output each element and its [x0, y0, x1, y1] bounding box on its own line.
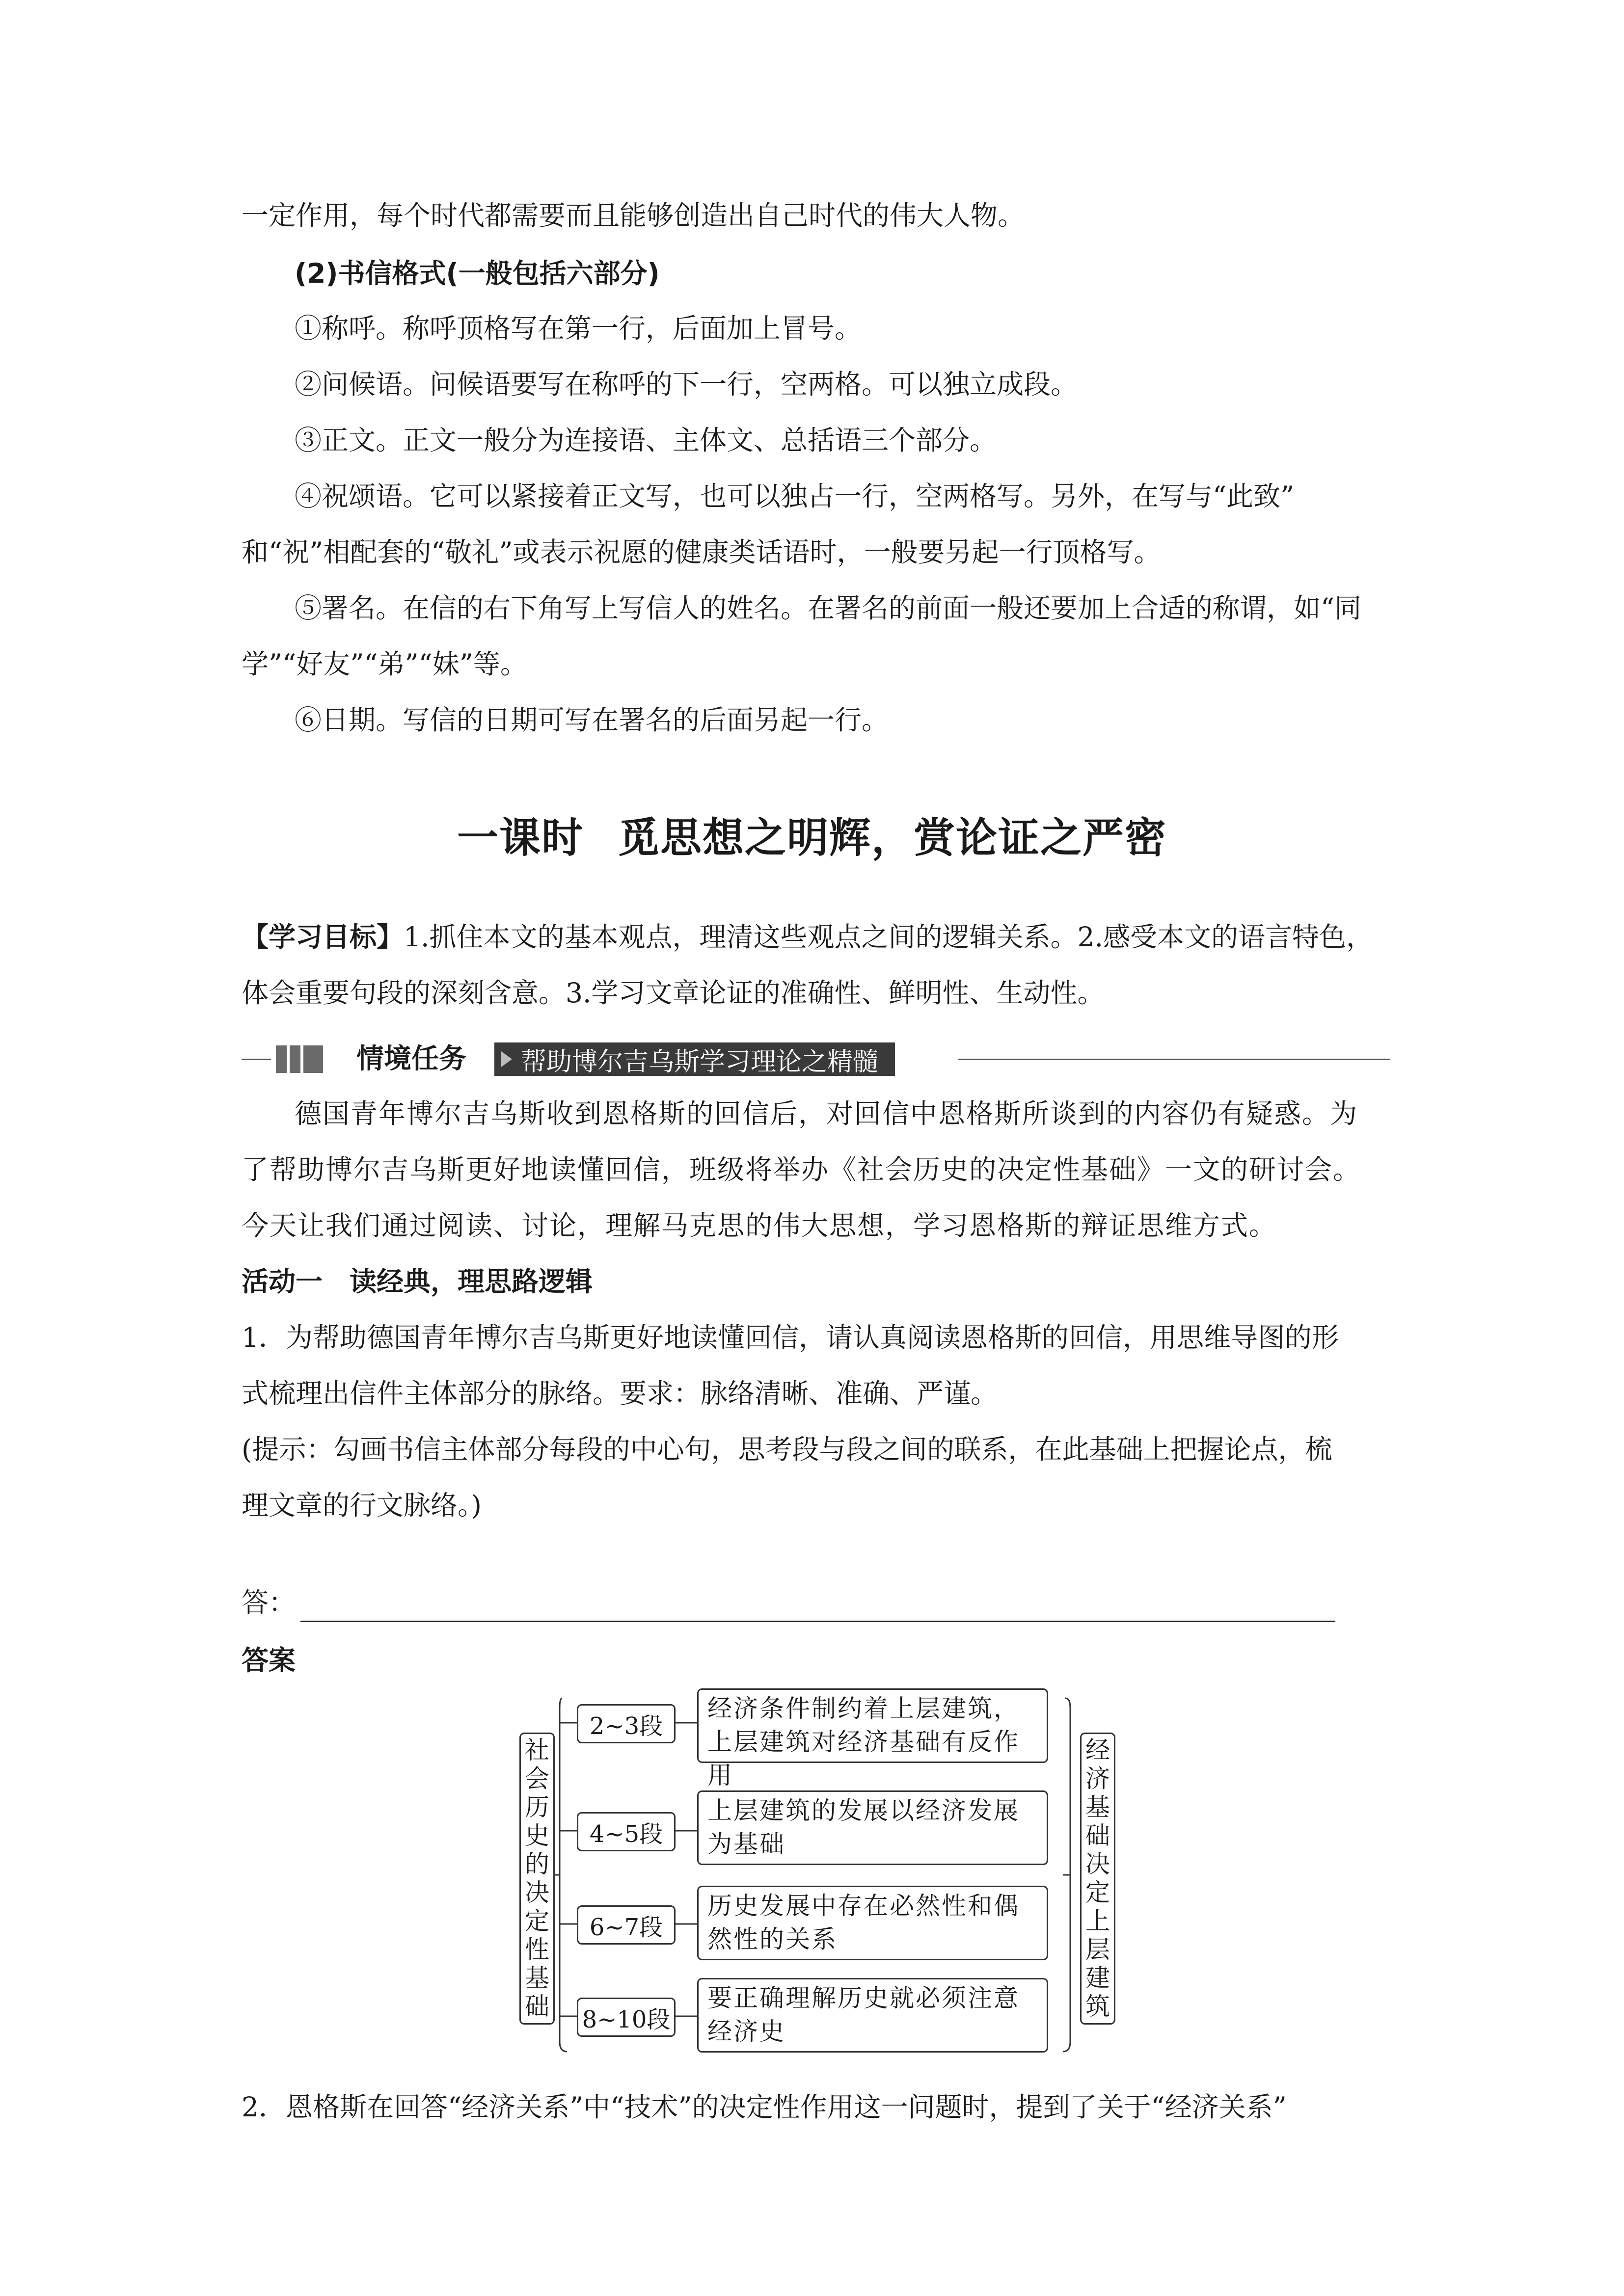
answer-heading: 答案: [242, 1645, 296, 1676]
format-item: ⑥日期。写信的日期可写在署名的后面另起一行。: [295, 704, 889, 736]
scenario-line: 了帮助博尔吉乌斯更好地读懂回信，班级将举办《社会历史的决定性基础》一文的研讨会。: [242, 1154, 1361, 1185]
scenario-line: 今天让我们通过阅读、讨论，理解马克思的伟大思想，学习恩格斯的辩证思维方式。: [242, 1210, 1277, 1241]
format-item: ④祝颂语。它可以紧接着正文写，也可以独占一行，空两格写。另外，在写与“此致”: [295, 481, 1295, 512]
format-item: ③正文。正文一般分为连接语、主体文、总括语三个部分。: [295, 425, 997, 456]
task-banner-tag: 帮助博尔吉乌斯学习理论之精髓: [494, 1042, 895, 1076]
activity-heading: 活动一 读经典，理思路逻辑: [242, 1266, 593, 1297]
text-line: 一定作用，每个时代都需要而且能够创造出自己时代的伟大人物。: [242, 200, 1025, 231]
format-item: 和“祝”相配套的“敬礼”或表示祝愿的健康类话语时，一般要另起一行顶格写。: [242, 536, 1161, 568]
hint-line2: 理文章的行文脉络。): [242, 1490, 482, 1521]
banner-decor-icon: [276, 1045, 323, 1073]
hint-line1: (提示：勾画书信主体部分每段的中心句，思考段与段之间的联系，在此基础上把握论点，梳: [242, 1434, 1332, 1465]
answer-label: 答：: [242, 1587, 296, 1618]
left-brace: [560, 1698, 567, 2052]
mind-map: [511, 1688, 1124, 2061]
lesson-title-part2: 觅思想之明辉，赏论证之严密: [618, 814, 1167, 862]
question-2-line: 2．恩格斯在回答“经济关系”中“技术”的决定性作用这一问题时，提到了关于“经济关系”: [242, 2091, 1287, 2123]
answer-blank-line[interactable]: [300, 1621, 1335, 1622]
format-item: ②问候语。问候语要写在称呼的下一行，空两格。可以独立成段。: [295, 369, 1078, 400]
play-arrow-icon: [501, 1051, 512, 1067]
lesson-title-part1: 一课时: [457, 814, 584, 862]
segment-summary: 上层建筑的发展以经济发展为基础: [697, 1790, 1048, 1865]
question-1-line1: 1．为帮助德国青年博尔吉乌斯更好地读懂回信，请认真阅读恩格斯的回信，用思维导图的形: [242, 1322, 1339, 1353]
format-item: ⑤署名。在信的右下角写上写信人的姓名。在署名的前面一般还要加上合适的称谓，如“同: [295, 592, 1362, 624]
format-heading: (2)书信格式(一般包括六部分): [295, 258, 660, 289]
lesson-title: [0, 805, 1624, 864]
right-conclusion-box: 经 济 基 础 决 定 上 层 建 筑: [1080, 1733, 1115, 2025]
task-banner-label: 情境任务: [350, 1041, 473, 1078]
segment-label: 8~10段: [577, 1998, 676, 2037]
segment-label: 6~7段: [577, 1905, 676, 1945]
question-1-line2: 式梳理出信件主体部分的脉络。要求：脉络清晰、准确、严谨。: [242, 1378, 998, 1409]
format-item: 学”“好友”“弟”“妹”等。: [242, 648, 527, 680]
segment-summary: 历史发展中存在必然性和偶然性的关系: [697, 1886, 1048, 1960]
learning-goals-label: 【学习目标】: [242, 921, 404, 953]
learning-goals-line1: 【学习目标】1.抓住本文的基本观点，理清这些观点之间的逻辑关系。2.感受本文的语言特色，: [242, 921, 1373, 953]
learning-goals-line2: 体会重要句段的深刻含意。3.学习文章论证的准确性、鲜明性、生动性。: [242, 977, 1105, 1009]
left-topic-box: 社 会 历 史 的 决 定 性 基 础: [519, 1733, 555, 2025]
task-banner: [242, 1041, 1390, 1078]
segment-label: 2~3段: [577, 1704, 676, 1743]
segment-summary: 要正确理解历史就必须注意经济史: [697, 1978, 1048, 2053]
segment-label: 4~5段: [577, 1812, 676, 1851]
scenario-line: 德国青年博尔吉乌斯收到恩格斯的回信后，对回信中恩格斯所谈到的内容仍有疑惑。为: [295, 1098, 1358, 1129]
segment-summary: 经济条件制约着上层建筑，上层建筑对经济基础有反作用: [697, 1688, 1048, 1763]
format-item: ①称呼。称呼顶格写在第一行，后面加上冒号。: [295, 313, 862, 344]
